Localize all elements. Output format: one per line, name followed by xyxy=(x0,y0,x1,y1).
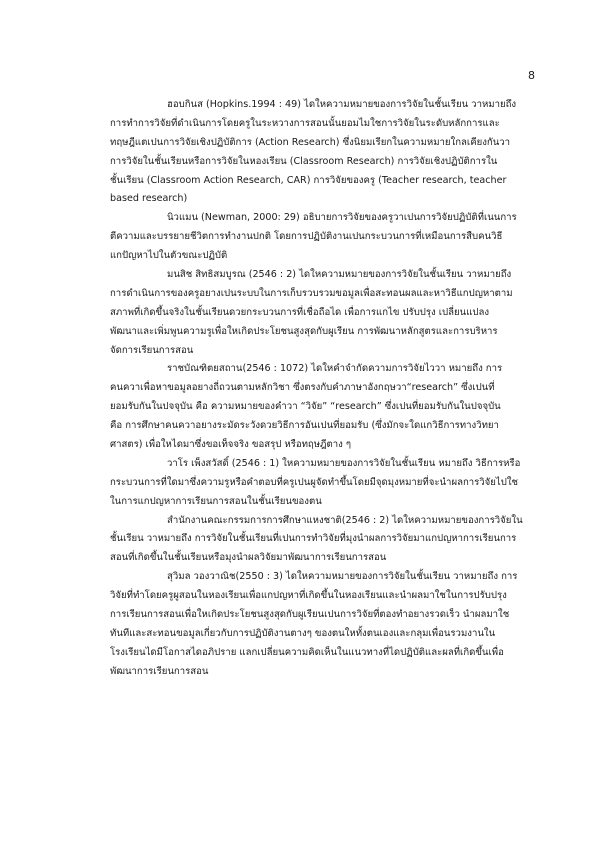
text-line: กระบวนการที่ใดมาซึ่งความรูหรือคำตอบที่ครูเปนผูจัดทำขึ้นโดยมีจุดมุงหมายที่จะนำผลการวิจัยไปใช xyxy=(110,476,519,488)
text-line: วิจัยที่ทำโดยครูผูสอนในหองเรียนเพื่อแกปญหาที่เกิดขึ้นในหองเรียนและนำผลมาใชในการปรับปรุง xyxy=(110,590,507,602)
text-line: โรงเรียนไดมีโอกาสไดอภิปราย แลกเปลี่ยนความคิดเห็นในแนวทางที่ไดปฏิบัติและผลที่เกิดขึ้นเพื่อ xyxy=(110,646,504,658)
text-line: ตีความและบรรยายชีวิตการทำงานปกติ โดยการปฏิบัติงานเปนกระบวนการที่เหมือนการสืบคนวิธี xyxy=(110,231,503,243)
text-line: ในการแกปญหาการเรียนการสอนในชั้นเรียนของตน xyxy=(110,495,322,507)
paragraph-royal-institute xyxy=(110,360,543,454)
text-line: ยอมรับกันในปจจุบัน คือ ความหมายของคำวา “วิจัย” “research” ซึ่งเปนที่ยอมรับกันในปจจุบัน xyxy=(110,401,501,413)
text-line: สภาพที่เกิดขึ้นจริงในชั้นเรียนดวยกระบวนการที่เชื่อถือได เพื่อการแกไข ปรับปรุง เปลี่ยนแปลง xyxy=(110,306,490,318)
paragraph-onec xyxy=(110,512,543,569)
text-line: การเรียนการสอนเพื่อใหเกิดประโยชนสูงสุดกับผูเรียนเปนการวิจัยที่ตองทำอยางรวดเร็ว นำผลมาใช xyxy=(110,609,510,621)
text-line: ศาสตร) เพื่อใหไดมาซึ่งขอเท็จจริง ขอสรุป หรือทฤษฎีตาง ๆ xyxy=(110,439,352,451)
text-line: ชั้นเรียน วาหมายถึง การวิจัยในชั้นเรียนที่เปนการทำวิจัยที่มุงนำผลการวิจัยมาแกปญหาการเรียนการ xyxy=(110,533,517,545)
text-line: การดำเนินการของครูอยางเปนระบบในการเก็บรวบรวมขอมูลเพื่อสะทอนผลและหาวิธีแกปญหาตาม xyxy=(110,287,513,299)
text-line: การทำการวิจัยที่ดำเนินการโดยครูในระหวางการสอนนั้นยอมไมใชการวิจัยในระดับหลักการและ xyxy=(110,117,500,129)
paragraph-suwimon xyxy=(110,568,543,681)
text-line: การวิจัยในชั้นเรียนหรือการวิจัยในหองเรียน (Classroom Research) การวิจัยเชิงปฏิบัติการใน xyxy=(110,155,498,167)
text-line: วาโร เพ็งสวัสดิ์ (2546 : 1) ใหความหมายของการวิจัยในชั้นเรียน หมายถึง วิธีการหรือ xyxy=(167,457,521,469)
text-line: ชั้นเรียน (Classroom Action Research, CAR) การวิจัยของครู (Teacher research, teacher xyxy=(110,174,507,186)
text-line: based research) xyxy=(110,193,188,205)
page-number: 8 xyxy=(528,69,535,82)
text-line: ราชบัณฑิตยสถาน(2546 : 1072) ไดใหคำจำกัดความการวิจัยไววา หมายถึง การ xyxy=(167,363,503,375)
text-line: นิวแมน (Newman, 2000: 29) อธิบายการวิจัยของครูวาเปนการวิจัยปฏิบัติที่เนนการ xyxy=(167,212,517,224)
text-line: ทันทีและสะทอนขอมูลเกี่ยวกับการปฏิบัติงานตางๆ ของตนใหทั้งตนเองและกลุมเพื่อนรวมงานใน xyxy=(110,627,496,639)
paragraph-newman xyxy=(110,209,543,266)
text-line: ฮอบกินส (Hopkins.1994 : 49) ไดใหความหมายของการวิจัยในชั้นเรียน วาหมายถึง xyxy=(167,99,517,110)
text-line: สอนที่เกิดขึ้นในชั้นเรียนหรือมุงนำผลวิจัยมาพัฒนาการเรียนการสอน xyxy=(110,552,387,564)
text-line: พัฒนาและเพิ่มพูนความรูเพื่อใหเกิดประโยชนสูงสุดกับผูเรียน การพัฒนาหลักสูตรและการบริหาร xyxy=(110,325,498,337)
paragraph-varo xyxy=(110,455,543,512)
text-line: มนสิช สิทธิสมบูรณ (2546 : 2) ไดใหความหมายของการวิจัยในชั้นเรียน วาหมายถึง xyxy=(167,269,512,281)
text-line: ทฤษฎีแตเปนการวิจัยเชิงปฏิบัติการ (Action Research) ซึ่งนิยมเรียกในความหมายใกลเคียงกันวา xyxy=(110,136,511,148)
text-line: พัฒนาการเรียนการสอน xyxy=(110,665,209,677)
paragraph-hopkins xyxy=(110,96,543,209)
text-line: คือ การศึกษาคนควาอยางระมัดระวังดวยวิธีการอันเปนที่ยอมรับ (ซึ่งมักจะใดแกวิธีการทางวิทยา xyxy=(110,420,499,432)
text-line: แกปัญหาไปในตัวขณะปฏิบัติ xyxy=(110,250,228,262)
document-body xyxy=(110,96,543,682)
text-line: สำนักงานคณะกรรมการการศึกษาแหงชาติ(2546 : 2) ไดใหความหมายของการวิจัยใน xyxy=(167,514,523,526)
text-line: สุวิมล วองวาณิช(2550 : 3) ไดใหความหมายของการวิจัยในชั้นเรียน วาหมายถึง การ xyxy=(167,571,518,583)
text-line: คนควาเพื่อหาขอมูลอยางถี่ถวนตามหลักวิชา ซึ่งตรงกับคำภาษาอังกฤษวา“research” ซึ่งเปนที่ xyxy=(110,382,495,394)
text-line: จัดการเรียนการสอน xyxy=(110,344,194,356)
paragraph-monsich xyxy=(110,266,543,360)
